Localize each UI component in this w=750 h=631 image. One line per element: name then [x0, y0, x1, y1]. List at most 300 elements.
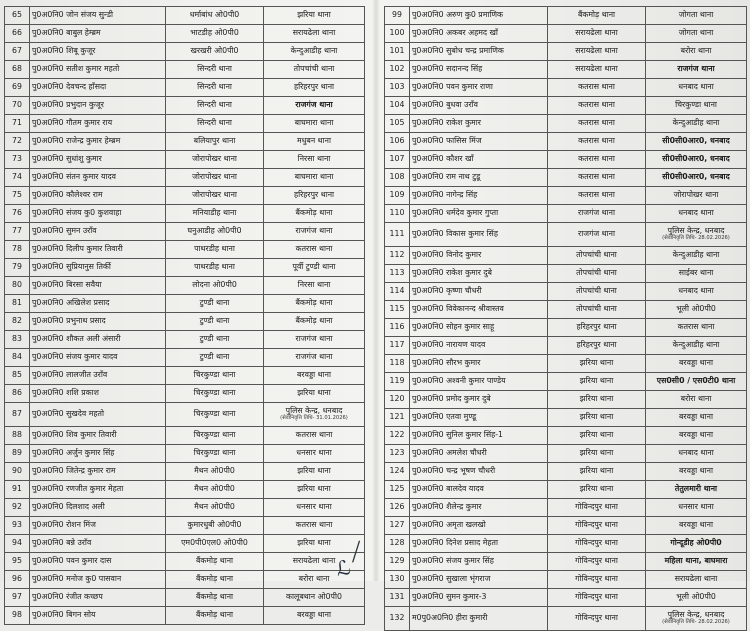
- table-row: [385, 427, 747, 445]
- officer-name-cell: पु0अ0नि0 अमलेश चौधरी: [410, 445, 548, 463]
- serial-number-cell: 130: [385, 571, 410, 589]
- new-posting-cell: [646, 535, 747, 553]
- current-posting-cell: जोरापोखर थाना: [166, 151, 264, 169]
- new-posting-text: राजगंज थाना: [295, 100, 333, 110]
- serial-number-cell: 97: [5, 589, 30, 607]
- new-posting-text: पुलिस केन्द्र, धनबाद: [667, 226, 725, 236]
- officer-name-cell: पु0अ0नि0 रंजीत कच्छप: [30, 589, 166, 607]
- officer-name-cell: पु0अ0नि0 अश्वनी कुमार पाण्डेय: [410, 373, 548, 391]
- serial-number-cell: 96: [5, 571, 30, 589]
- current-posting-cell: टुण्डी थाना: [166, 349, 264, 367]
- new-posting-cell: [264, 259, 365, 277]
- officer-name-cell: पु0अ0नि0 बिगन सोय: [30, 607, 166, 625]
- serial-number-cell: 80: [5, 277, 30, 295]
- new-posting-text: धनसार थाना: [678, 502, 714, 512]
- current-posting-cell: बैंकमोड़ थाना: [166, 553, 264, 571]
- table-row: [385, 553, 747, 571]
- officer-name-cell: पु0अ0नि0 विकास कुमार सिंह: [410, 223, 548, 247]
- current-posting-cell: कतरास थाना: [548, 115, 646, 133]
- table-row: [5, 295, 365, 313]
- serial-number-cell: 106: [385, 133, 410, 151]
- new-posting-cell: [646, 337, 747, 355]
- current-posting-cell: धर्माबांध ओ0पी0: [166, 7, 264, 25]
- serial-number-cell: 79: [5, 259, 30, 277]
- new-posting-text: धनबाद थाना: [678, 82, 714, 92]
- new-posting-text: कतरास थाना: [295, 430, 333, 440]
- new-posting-cell: [646, 61, 747, 79]
- new-posting-cell: [264, 535, 365, 553]
- new-posting-cell: [646, 607, 747, 631]
- serial-number-cell: 85: [5, 367, 30, 385]
- serial-number-cell: 115: [385, 301, 410, 319]
- new-posting-text: झरिया थाना: [297, 10, 331, 20]
- new-posting-cell: [646, 205, 747, 223]
- current-posting-cell: जोरापोखर थाना: [166, 187, 264, 205]
- new-posting-text: हरिहरपुर थाना: [293, 190, 335, 200]
- retirement-note: (सेवानिवृत्ति तिथि- 28.02.2026): [662, 619, 730, 626]
- current-posting-cell: गोविन्दपुर थाना: [548, 535, 646, 553]
- new-posting-text: झरिया थाना: [297, 484, 331, 494]
- new-posting-text: बरोरा थाना: [680, 394, 712, 404]
- new-posting-cell: [646, 517, 747, 535]
- new-posting-text: केन्दुआडीह थाना: [290, 46, 338, 56]
- new-posting-text: कालूबथान ओ0पी0: [286, 592, 342, 602]
- new-posting-cell: [264, 313, 365, 331]
- table-row: [385, 409, 747, 427]
- serial-number-cell: 119: [385, 373, 410, 391]
- new-posting-cell: [264, 403, 365, 427]
- new-posting-text: भूली ओ0पी0: [676, 592, 716, 602]
- serial-number-cell: 102: [385, 61, 410, 79]
- new-posting-text: बाघमारा थाना: [294, 172, 334, 182]
- new-posting-text: बरवड्डा थाना: [678, 430, 714, 440]
- new-posting-cell: [264, 499, 365, 517]
- officer-name-cell: पु0अ0नि0 सुप्रियानुस तिर्की: [30, 259, 166, 277]
- table-row: [5, 115, 365, 133]
- new-posting-cell: [264, 517, 365, 535]
- table-row: [385, 247, 747, 265]
- officer-name-cell: पु0अ0नि0 लालजीत उराँव: [30, 367, 166, 385]
- table-row: [385, 607, 747, 631]
- new-posting-text: बैंकमोड़ थाना: [295, 316, 333, 326]
- table-row: [385, 373, 747, 391]
- new-posting-cell: [646, 571, 747, 589]
- officer-name-cell: पु0अ0नि0 विवेकानन्द श्रीवास्तव: [410, 301, 548, 319]
- serial-number-cell: 77: [5, 223, 30, 241]
- table-row: [5, 223, 365, 241]
- officer-name-cell: पु0अ0नि0 शैलेन्द्र कुमार: [410, 499, 548, 517]
- new-posting-text: चिरकुण्डा थाना: [675, 100, 717, 110]
- new-posting-text: जोगता थाना: [678, 10, 714, 20]
- new-posting-cell: [646, 7, 747, 25]
- current-posting-cell: झरिया थाना: [548, 427, 646, 445]
- new-posting-text: धनसार थाना: [296, 448, 332, 458]
- new-posting-cell: [646, 427, 747, 445]
- serial-number-cell: 76: [5, 205, 30, 223]
- new-posting-text: बैंकमोड़ थाना: [295, 298, 333, 308]
- current-posting-cell: सरायढेला थाना: [548, 61, 646, 79]
- serial-number-cell: 113: [385, 265, 410, 283]
- table-row: [5, 277, 365, 295]
- serial-number-cell: 127: [385, 517, 410, 535]
- table-row: [385, 25, 747, 43]
- current-posting-cell: झरिया थाना: [548, 463, 646, 481]
- transfer-table-right: [384, 6, 747, 631]
- current-posting-cell: गोविन्दपुर थाना: [548, 589, 646, 607]
- new-posting-text: सी0सी0आर0, धनबाद: [662, 136, 730, 146]
- serial-number-cell: 71: [5, 115, 30, 133]
- serial-number-cell: 110: [385, 205, 410, 223]
- new-posting-cell: [264, 223, 365, 241]
- new-posting-cell: [264, 115, 365, 133]
- serial-number-cell: 67: [5, 43, 30, 61]
- new-posting-text: तोपचांची थाना: [293, 64, 335, 74]
- officer-name-cell: पु0अ0नि0 सुमन कुमार-3: [410, 589, 548, 607]
- table-row: [5, 385, 365, 403]
- table-row: [385, 319, 747, 337]
- current-posting-cell: मैथन ओ0पी0: [166, 499, 264, 517]
- new-posting-cell: [646, 301, 747, 319]
- new-posting-cell: [646, 589, 747, 607]
- new-posting-cell: [264, 43, 365, 61]
- officer-name-cell: पु0अ0नि0 अर्जुन कुमार सिंह: [30, 445, 166, 463]
- new-posting-text: कतरास थाना: [295, 520, 333, 530]
- officer-name-cell: पु0अ0नि0 सुनिल कुमार सिंह-1: [410, 427, 548, 445]
- new-posting-text: धनबाद थाना: [678, 208, 714, 218]
- serial-number-cell: 104: [385, 97, 410, 115]
- new-posting-cell: [646, 391, 747, 409]
- table-row: [5, 607, 365, 625]
- new-posting-cell: [646, 115, 747, 133]
- new-posting-text: धनबाद थाना: [678, 448, 714, 458]
- new-posting-text: झरिया थाना: [297, 538, 331, 548]
- officer-name-cell: पु0अ0नि0 कौलेश्वर राम: [30, 187, 166, 205]
- current-posting-cell: मैथन ओ0पी0: [166, 481, 264, 499]
- current-posting-cell: तोपचांची थाना: [548, 265, 646, 283]
- new-posting-text: बरवड्डा थाना: [678, 466, 714, 476]
- table-row: [5, 61, 365, 79]
- new-posting-text: बरवड्डा थाना: [296, 610, 332, 620]
- transfer-table-left: [4, 6, 365, 625]
- current-posting-cell: जोरापोखर थाना: [166, 169, 264, 187]
- table-row: [385, 61, 747, 79]
- current-posting-cell: बैंकमोड़ थाना: [166, 607, 264, 625]
- new-posting-cell: [646, 319, 747, 337]
- serial-number-cell: 105: [385, 115, 410, 133]
- new-posting-text: झरिया थाना: [297, 388, 331, 398]
- officer-name-cell: पु0अ0नि0 राजेन्द्र कुमार हेम्ब्रम: [30, 133, 166, 151]
- officer-name-cell: पु0अ0नि0 राकेश कुमार: [410, 115, 548, 133]
- new-posting-text: जोरापोखर थाना: [673, 190, 719, 200]
- officer-name-cell: पु0अ0नि0 चन्द्र भूषण चौधरी: [410, 463, 548, 481]
- current-posting-cell: खरखरी ओ0पी0: [166, 43, 264, 61]
- current-posting-cell: गोविन्दपुर थाना: [548, 607, 646, 631]
- officer-name-cell: पु0अ0नि0 अरुण कु0 प्रमाणिक: [410, 7, 548, 25]
- officer-name-cell: पु0अ0नि0 सुबोध चन्द्र प्रमाणिक: [410, 43, 548, 61]
- new-posting-cell: [264, 205, 365, 223]
- serial-number-cell: 88: [5, 427, 30, 445]
- current-posting-cell: हरिहरपुर थाना: [548, 337, 646, 355]
- table-row: [385, 97, 747, 115]
- current-posting-cell: झरिया थाना: [548, 391, 646, 409]
- new-posting-text: हरिहरपुर थाना: [293, 82, 335, 92]
- new-posting-text: कतरास थाना: [677, 322, 715, 332]
- officer-name-cell: पु0अ0नि0 बन्ने उराँव: [30, 535, 166, 553]
- tick-mark: ⧸: [352, 538, 361, 566]
- table-row: [5, 259, 365, 277]
- serial-number-cell: 93: [5, 517, 30, 535]
- officer-name-cell: पु0अ0नि0 पवन कुमार दास: [30, 553, 166, 571]
- new-posting-text: मधुबन थाना: [296, 136, 332, 146]
- new-posting-cell: [646, 553, 747, 571]
- new-posting-text: सरायढेला थाना: [292, 28, 336, 38]
- serial-number-cell: 107: [385, 151, 410, 169]
- table-row: [385, 589, 747, 607]
- serial-number-cell: 114: [385, 283, 410, 301]
- new-posting-text: धनसार थाना: [296, 502, 332, 512]
- current-posting-cell: चिरकुण्डा थाना: [166, 385, 264, 403]
- serial-number-cell: 65: [5, 7, 30, 25]
- current-posting-cell: चिरकुण्डा थाना: [166, 427, 264, 445]
- new-posting-cell: [646, 247, 747, 265]
- new-posting-text: बरवड्डा थाना: [296, 370, 332, 380]
- new-posting-text: झरिया थाना: [297, 466, 331, 476]
- new-posting-cell: [646, 265, 747, 283]
- table-row: [385, 535, 747, 553]
- new-posting-cell: [264, 367, 365, 385]
- serial-number-cell: 111: [385, 223, 410, 247]
- serial-number-cell: 75: [5, 187, 30, 205]
- new-posting-cell: [646, 97, 747, 115]
- table-row: [5, 25, 365, 43]
- new-posting-cell: [264, 331, 365, 349]
- current-posting-cell: बैंकमोड़ थाना: [166, 571, 264, 589]
- serial-number-cell: 99: [385, 7, 410, 25]
- serial-number-cell: 128: [385, 535, 410, 553]
- current-posting-cell: लोदना ओ0पी0: [166, 277, 264, 295]
- table-row: [5, 205, 365, 223]
- new-posting-text: तेतुलमारी थाना: [674, 484, 718, 494]
- new-posting-cell: [646, 79, 747, 97]
- serial-number-cell: 89: [5, 445, 30, 463]
- table-row: [385, 151, 747, 169]
- officer-name-cell: पु0अ0नि0 सोहन कुमार साहू: [410, 319, 548, 337]
- current-posting-cell: कतरास थाना: [548, 169, 646, 187]
- new-posting-cell: [264, 385, 365, 403]
- officer-name-cell: पु0अ0नि0 सुखाला भृंगराज: [410, 571, 548, 589]
- new-posting-text: पूर्वी टुण्डी थाना: [292, 262, 336, 272]
- new-posting-cell: [264, 25, 365, 43]
- new-posting-cell: [264, 277, 365, 295]
- officer-name-cell: पु0अ0नि0 कौशर खाँ: [410, 151, 548, 169]
- new-posting-text: महिला थाना, बाघमारा: [664, 556, 728, 566]
- retirement-note: (सेवानिवृत्ति तिथि- 31.01.2026): [280, 415, 348, 422]
- table-row: [5, 445, 365, 463]
- new-posting-cell: [264, 463, 365, 481]
- current-posting-cell: सिन्दरी थाना: [166, 79, 264, 97]
- officer-name-cell: पु0अ0नि0 बुधवा उराँव: [410, 97, 548, 115]
- officer-name-cell: पु0अ0नि0 प्रमोद कुमार दुबे: [410, 391, 548, 409]
- officer-name-cell: पु0अ0नि0 अमृता खलखो: [410, 517, 548, 535]
- new-posting-cell: [264, 169, 365, 187]
- officer-name-cell: पु0अ0नि0 बालदेव यादव: [410, 481, 548, 499]
- new-posting-cell: [264, 589, 365, 607]
- officer-name-cell: पु0अ0नि0 संजय कुमार सिंह: [410, 553, 548, 571]
- officer-name-cell: पु0अ0नि0 नारायण यादव: [410, 337, 548, 355]
- new-posting-cell: [646, 25, 747, 43]
- serial-number-cell: 124: [385, 463, 410, 481]
- current-posting-cell: राजगंज थाना: [548, 223, 646, 247]
- new-posting-cell: [264, 295, 365, 313]
- new-posting-text: बरोरा थाना: [298, 574, 330, 584]
- officer-name-cell: पु0अ0नि0 सदानन्द सिंह: [410, 61, 548, 79]
- current-posting-cell: झरिया थाना: [548, 355, 646, 373]
- current-posting-cell: हरिहरपुर थाना: [548, 319, 646, 337]
- serial-number-cell: 81: [5, 295, 30, 313]
- new-posting-text: एस0सी0 / एस0टी0 थाना: [656, 376, 736, 386]
- officer-name-cell: पु0अ0नि0 शौकत अली अंसारी: [30, 331, 166, 349]
- new-posting-text: गोन्दूडीह ओ0पी0: [670, 538, 722, 548]
- serial-number-cell: 125: [385, 481, 410, 499]
- new-posting-cell: [264, 241, 365, 259]
- serial-number-cell: 73: [5, 151, 30, 169]
- officer-name-cell: पु0अ0नि0 रोशन मिंज: [30, 517, 166, 535]
- officer-name-cell: पु0अ0नि0 देवचन्द हाँसदा: [30, 79, 166, 97]
- serial-number-cell: 98: [5, 607, 30, 625]
- officer-name-cell: पु0अ0नि0 सौरभ कुमार: [410, 355, 548, 373]
- serial-number-cell: 112: [385, 247, 410, 265]
- current-posting-cell: बलियापुर थाना: [166, 133, 264, 151]
- officer-name-cell: पु0अ0नि0 शशि प्रकाश: [30, 385, 166, 403]
- officer-name-cell: पु0अ0नि0 शिव कुमार तिवारी: [30, 427, 166, 445]
- serial-number-cell: 121: [385, 409, 410, 427]
- new-posting-cell: [264, 7, 365, 25]
- table-row: [385, 463, 747, 481]
- current-posting-cell: कतरास थाना: [548, 151, 646, 169]
- new-posting-text: केन्दुआडीह थाना: [672, 118, 720, 128]
- serial-number-cell: 108: [385, 169, 410, 187]
- new-posting-text: बैंकमोड़ थाना: [295, 208, 333, 218]
- new-posting-cell: [264, 187, 365, 205]
- current-posting-cell: गोविन्दपुर थाना: [548, 553, 646, 571]
- new-posting-text: राजगंज थाना: [295, 334, 333, 344]
- serial-number-cell: 74: [5, 169, 30, 187]
- current-posting-cell: तोपचांची थाना: [548, 283, 646, 301]
- table-row: [5, 403, 365, 427]
- new-posting-text: निरसा थाना: [297, 280, 331, 290]
- table-row: [5, 313, 365, 331]
- table-row: [5, 517, 365, 535]
- officer-name-cell: पु0अ0नि0 अकबर अहमद खाँ: [410, 25, 548, 43]
- current-posting-cell: कतरास थाना: [548, 97, 646, 115]
- current-posting-cell: झरिया थाना: [548, 409, 646, 427]
- table-row: [5, 97, 365, 115]
- officer-name-cell: पु0अ0नि0 नागेन्द्र सिंह: [410, 187, 548, 205]
- officer-name-cell: पु0अ0नि0 जोन संजय सुन्डी: [30, 7, 166, 25]
- new-posting-cell: [264, 61, 365, 79]
- serial-number-cell: 70: [5, 97, 30, 115]
- new-posting-text: बरोरा थाना: [680, 46, 712, 56]
- officer-name-cell: पु0अ0नि0 संजय कु0 कुशवाहा: [30, 205, 166, 223]
- officer-name-cell: पु0अ0नि0 रणजीत कुमार मेहता: [30, 481, 166, 499]
- new-posting-text: पुलिस केन्द्र, धनबाद: [285, 406, 343, 416]
- table-row: [5, 169, 365, 187]
- serial-number-cell: 72: [5, 133, 30, 151]
- table-row: [385, 283, 747, 301]
- table-row: [5, 481, 365, 499]
- officer-name-cell: पु0अ0नि0 पवन कुमार राणा: [410, 79, 548, 97]
- table-row: [385, 7, 747, 25]
- table-row: [385, 223, 747, 247]
- current-posting-cell: बैंकमोड़ थाना: [166, 589, 264, 607]
- table-row: [5, 43, 365, 61]
- serial-number-cell: 69: [5, 79, 30, 97]
- officer-name-cell: पु0अ0नि0 दिलशाद अली: [30, 499, 166, 517]
- officer-name-cell: पु0अ0नि0 प्रभुनाथ प्रसाद: [30, 313, 166, 331]
- officer-name-cell: पु0अ0नि0 सुधांशु कुमार: [30, 151, 166, 169]
- new-posting-cell: [264, 349, 365, 367]
- serial-number-cell: 118: [385, 355, 410, 373]
- new-posting-cell: [646, 463, 747, 481]
- officer-name-cell: पु0अ0नि0 कृष्णा चौधरी: [410, 283, 548, 301]
- current-posting-cell: सरायढेला थाना: [548, 25, 646, 43]
- table-row: [385, 169, 747, 187]
- table-row: [5, 535, 365, 553]
- new-posting-cell: [646, 169, 747, 187]
- officer-name-cell: पु0अ0नि0 मनोज कु0 पासवान: [30, 571, 166, 589]
- new-posting-text: कतरास थाना: [295, 244, 333, 254]
- new-posting-text: केन्दुआडीह थाना: [672, 250, 720, 260]
- table-row: [5, 331, 365, 349]
- current-posting-cell: सिन्दरी थाना: [166, 115, 264, 133]
- serial-number-cell: 92: [5, 499, 30, 517]
- current-posting-cell: घनुआडीह ओ0पी0: [166, 223, 264, 241]
- table-row: [5, 427, 365, 445]
- officer-name-cell: पु0अ0नि0 दिनेश प्रसाद मेहता: [410, 535, 548, 553]
- new-posting-text: सी0सी0आर0, धनबाद: [662, 172, 730, 182]
- new-posting-text: पुलिस केन्द्र, धनबाद: [667, 610, 725, 620]
- officer-name-cell: पु0अ0नि0 राम नाथ टुडू: [410, 169, 548, 187]
- new-posting-cell: [264, 151, 365, 169]
- current-posting-cell: कुमारधुबी ओ0पी0: [166, 517, 264, 535]
- table-row: [5, 79, 365, 97]
- serial-number-cell: 68: [5, 61, 30, 79]
- officer-name-cell: पु0अ0नि0 गौतम कुमार राय: [30, 115, 166, 133]
- table-row: [385, 355, 747, 373]
- officer-name-cell: पु0अ0नि0 संतन कुमार यादव: [30, 169, 166, 187]
- table-row: [385, 517, 747, 535]
- serial-number-cell: 83: [5, 331, 30, 349]
- current-posting-cell: सरायढेला थाना: [548, 43, 646, 61]
- new-posting-cell: [264, 607, 365, 625]
- new-posting-cell: [646, 187, 747, 205]
- new-posting-cell: [264, 427, 365, 445]
- new-posting-text: सरायढेला थाना: [674, 574, 718, 584]
- current-posting-cell: कतरास थाना: [548, 187, 646, 205]
- current-posting-cell: कतरास थाना: [548, 133, 646, 151]
- current-posting-cell: चिरकुण्डा थाना: [166, 403, 264, 427]
- retirement-note: (सेवानिवृत्ति तिथि- 28.02.2026): [662, 235, 730, 242]
- new-posting-cell: [646, 499, 747, 517]
- current-posting-cell: झरिया थाना: [548, 373, 646, 391]
- officer-name-cell: पु0अ0नि0 धर्मदेव कुमार गुप्ता: [410, 205, 548, 223]
- current-posting-cell: तोपचांची थाना: [548, 301, 646, 319]
- serial-number-cell: 131: [385, 589, 410, 607]
- serial-number-cell: 132: [385, 607, 410, 631]
- serial-number-cell: 100: [385, 25, 410, 43]
- serial-number-cell: 109: [385, 187, 410, 205]
- current-posting-cell: झरिया थाना: [548, 445, 646, 463]
